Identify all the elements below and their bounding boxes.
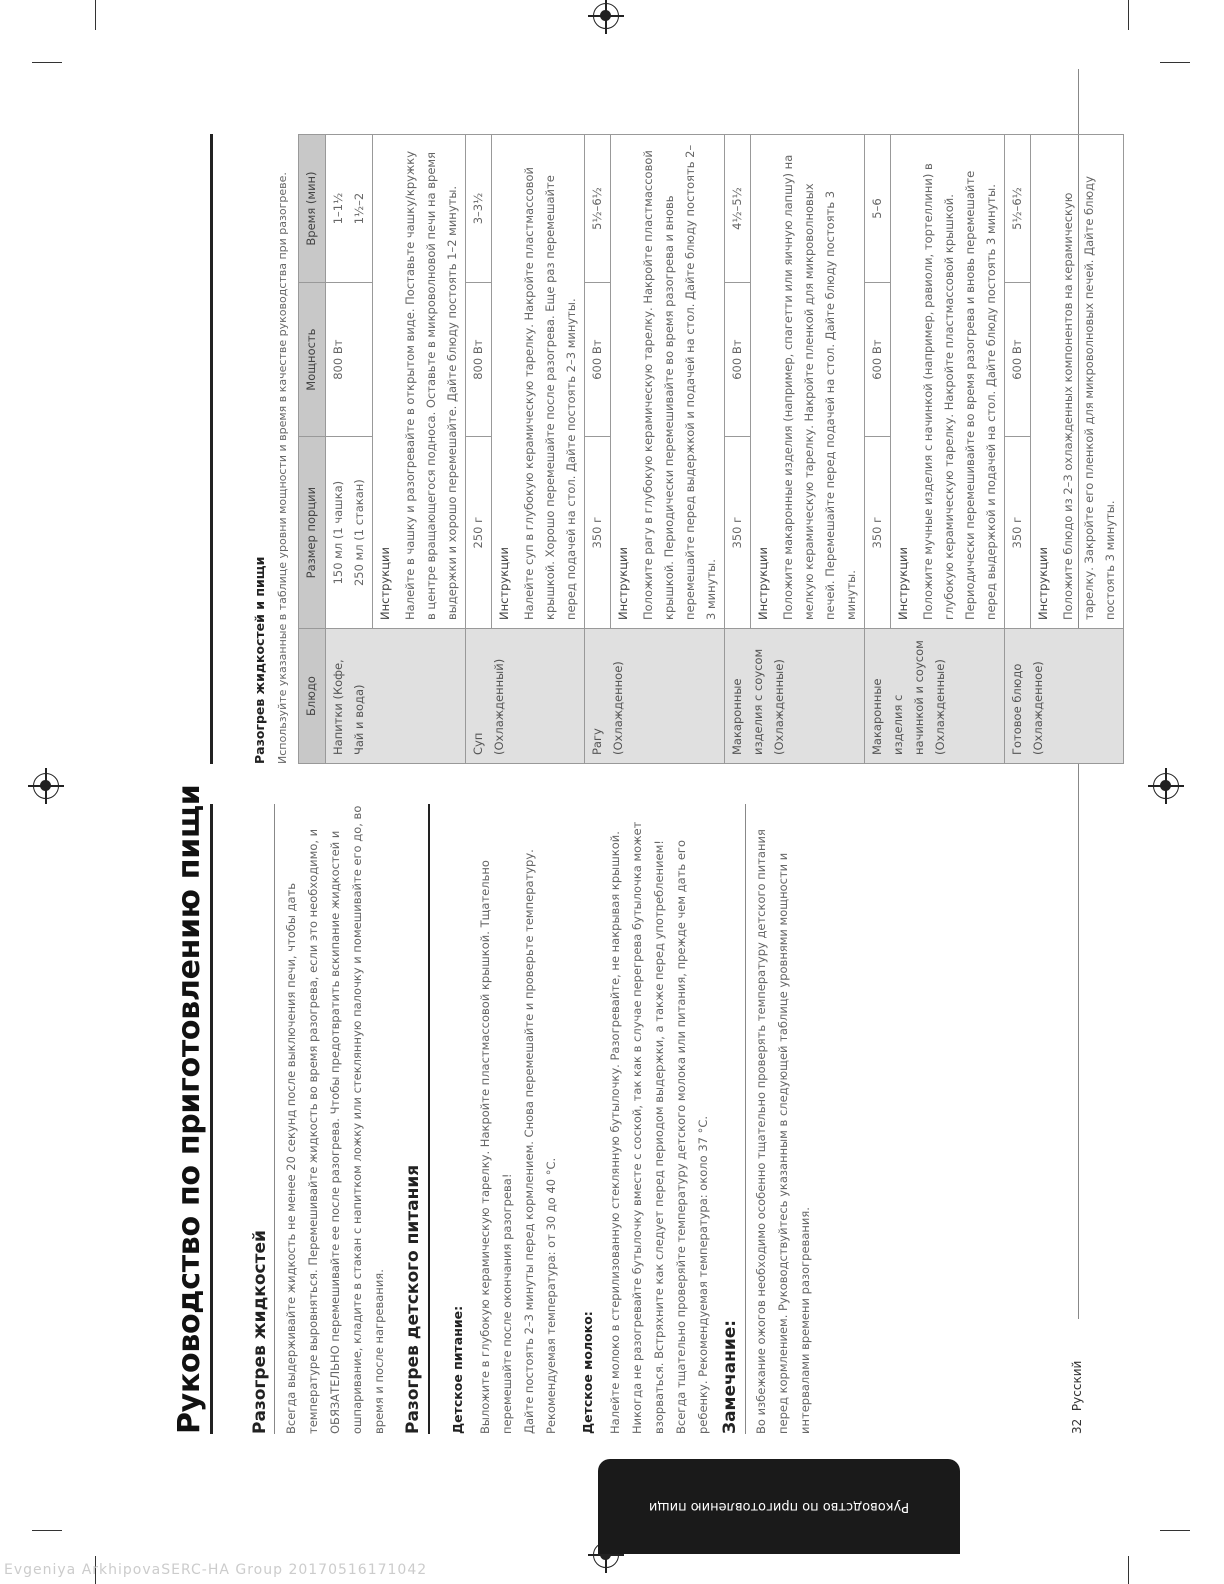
col-header: Время (мин) [299,135,326,283]
portion-cell: 350 г [1005,437,1031,629]
instructions-label: Инструкции [373,135,399,629]
time-cell: 5½–6½ [1005,135,1031,283]
print-stamp: Evgeniya ArkhipovaSERC-HA Group 20170516171042 [4,1562,428,1578]
liquids-text: Всегда выдерживайте жидкость не менее 20 секунд после выключения печи, чтобы дать температуре выровняться. Перемешивайте жидкость во время разогрева, если это необходимо, и ОБЯЗАТЕЛЬНО перемешивайте ее после разогрева. Чтобы предотвратить вскипание жидкостей и ошпаривание, кладите в стакан с напитком ложку или стеклянную палочку и помешивайте его до, во время и после нагревания. [284,805,386,1434]
instructions-text: Налейте суп в глубокую керамическую тарелку. Накройте пластмассовой крышкой. Хорошо перемешайте после разогрева. Еще раз перемешайте перед подачей на стол. Дайте постоять 2–3 минуты. [517,135,585,629]
page-title: Руководство по приготовлению пищи [172,784,207,1434]
table-row [585,135,611,764]
table-intro: Используйте указанные в таблице уровни мощности и время в качестве руководства при разогреве. [276,172,289,764]
dish-cell: Суп (Охлажденный) [466,629,585,764]
instructions-label: Инструкции [751,135,777,629]
dish-cell: Готовое блюдо (Охлажденное) [1005,629,1124,764]
note-text: Во избежание ожогов необходимо особенно тщательно проверять температуру детского питания перед кормлением. Руководствуйтесь указанным в следующей таблице уровнями мощности и интервалами времени разогревания. [754,829,812,1434]
baby-rule [428,804,430,1434]
reheat-table [298,134,1124,764]
instructions-text: Положите макаронные изделия (например, спагетти или яичную лапшу) на мелкую керамическую тарелку. Накройте пленкой для микроволновых печей. Перемешайте перед подачей на стол. Дайте блюду постоять 3 минуты. [776,135,865,629]
time-cell: 3–3½ [466,135,492,283]
power-cell: 600 Вт [1005,283,1031,437]
instructions-text: Положите рагу в глубокую керамическую тарелку. Накройте пластмассовой крышкой. Периодически перемешивайте во время разогрева и вновь перемешайте перед выдержкой и подачей на стол. Дайте блюду постоять 2–3 минуты. [636,135,725,629]
note-heading: Замечание: [720,1319,740,1434]
instructions-label: Инструкции [611,135,637,629]
portion-cell: 150 мл (1 чашка) 250 мл (1 стакан) [326,437,373,629]
table-row [326,135,373,764]
instructions-text: Положите блюдо из 2–3 охлажденных компонентов на керамическую тарелку. Закройте его пленкой для микроволновых печей. Дайте блюду постоять 3 минуты. [1056,135,1124,629]
power-cell: 600 Вт [725,283,751,437]
dish-cell: Рагу (Охлажденное) [585,629,725,764]
liquids-heading: Разогрев жидкостей [250,1230,270,1434]
time-cell: 4½–5½ [725,135,751,283]
baby-milk-text: Налейте молоко в стерилизованную стеклянную бутылочку. Разогревайте, не накрывая крышкой. Никогда не разогревайте бутылочку вместе с соской, так как в случае перегрева бутылочка может взорваться. Встряхните как следует перед периодом выдержки, а также перед употреблением! Всегда тщательно проверяйте температуру детского молока или питания, прежде чем дать его ребенку. Рекомендуемая температура: около 37 °C. [608,821,710,1434]
instructions-label: Инструкции [891,135,917,629]
instructions-label: Инструкции [492,135,518,629]
dish-cell: Макаронные изделия с соусом (Охлажденные) [725,629,865,764]
col-header: Размер порции [299,437,326,629]
portion-cell: 350 г [585,437,611,629]
baby-food-line: Рекомендуемая температура: от 30 до 40 °C. [544,1157,558,1434]
power-cell: 800 Вт [326,283,373,437]
table-heading: Разогрев жидкостей и пищи [252,556,267,764]
baby-food-line: Выложите в глубокую керамическую тарелку. Накройте пластмассовой крышкой. Тщательно перемешайте после окончания разогрева! [478,860,514,1434]
time-cell: 5–6 [865,135,891,283]
table-row [1005,135,1031,764]
page-number: 32 [1070,1418,1084,1434]
time-cell: 5½–6½ [585,135,611,283]
instructions-label: Инструкции [1031,135,1057,629]
power-cell: 600 Вт [585,283,611,437]
instructions-text: Налейте в чашку и разогревайте в открытом виде. Поставьте чашку/кружку в центре вращающегося подноса. Оставьте в микроволновой печи на время выдержки и хорошо перемешайте. Дайте блюду постоять 1–2 минуты. [398,135,466,629]
table-row [466,135,492,764]
baby-food-line: Дайте постоять 2–3 минуты перед кормлением. Снова перемешайте и проверьте температуру. [522,849,536,1434]
page-language: Русский [1070,1360,1084,1412]
col-header: Блюдо [299,629,326,764]
portion-cell: 250 г [466,437,492,629]
baby-heading: Разогрев детского питания [403,1164,423,1434]
divider [745,804,746,1434]
dish-cell: Макаронные изделия с начинкой и соусом (Охлажденные) [865,629,1005,764]
instructions-text: Положите мучные изделия с начинкой (например, равиоли, тортеллини) в глубокую керамическую тарелку. Накройте пластмассовой крышкой. Периодически перемешивайте во время разогрева и вновь перемешайте перед выдержкой и подачей на стол. Дайте блюду постоять 3 минуты. [916,135,1005,629]
table-row [725,135,751,764]
table-top-rule [210,134,213,764]
baby-food-label: Детское питание: [450,1305,465,1434]
side-tab [598,1459,960,1554]
time-cell: 1–1½ 1½–2 [326,135,373,283]
title-rule [210,804,213,1434]
col-header: Мощность [299,283,326,437]
side-tab-label: Руководство по приготовлению пищи [648,1499,910,1514]
power-cell: 800 Вт [466,283,492,437]
portion-cell: 350 г [865,437,891,629]
divider [274,804,275,1434]
footer-page [1070,1361,1084,1434]
dish-cell: Напитки (Кофе, Чай и вода) [326,629,466,764]
portion-cell: 350 г [725,437,751,629]
table-row [865,135,891,764]
baby-milk-label: Детское молоко: [580,1311,595,1434]
power-cell: 600 Вт [865,283,891,437]
